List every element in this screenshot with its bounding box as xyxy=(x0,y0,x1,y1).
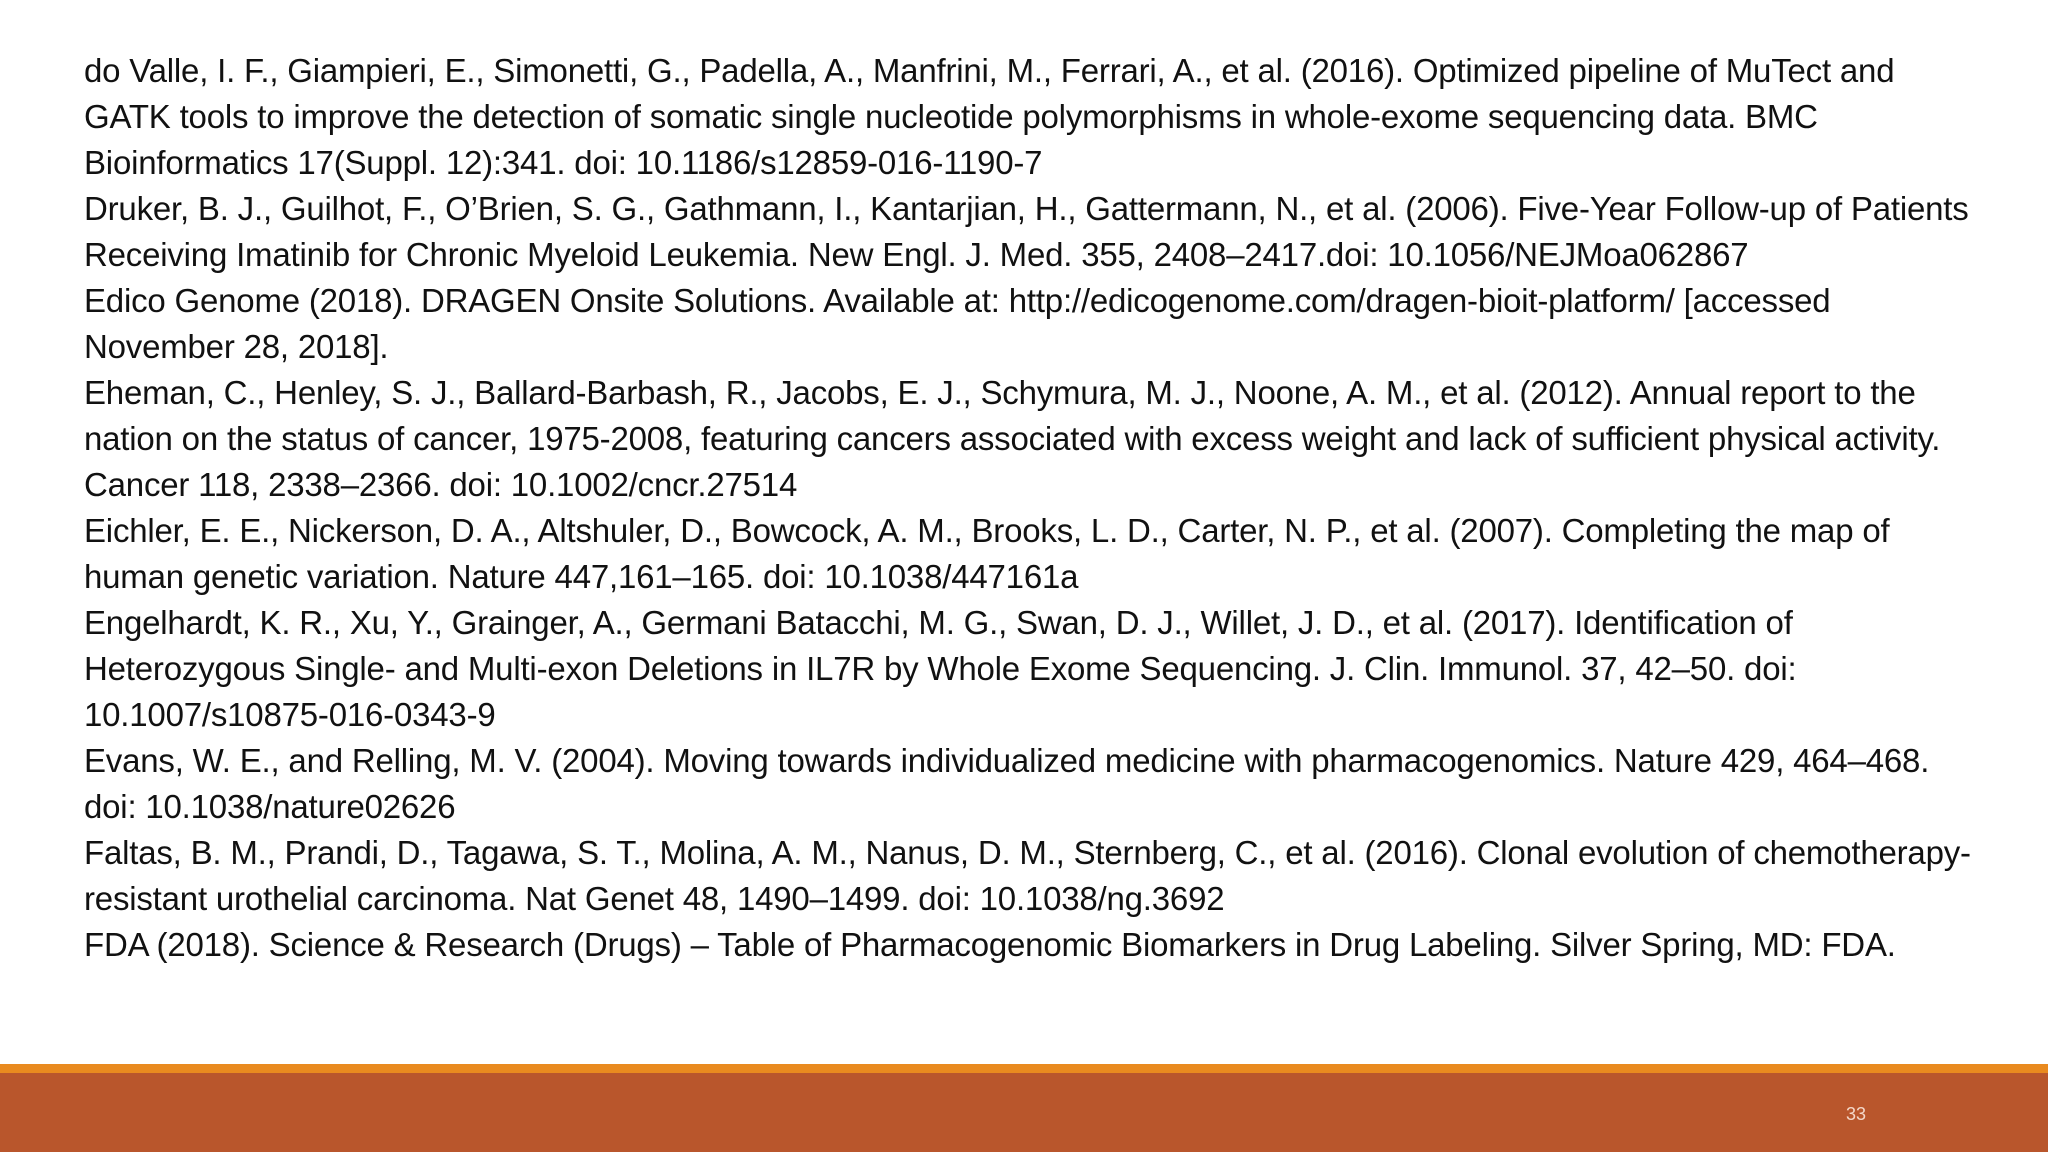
reference-entry: Engelhardt, K. R., Xu, Y., Grainger, A., Germani Batacchi, M. G., Swan, D. J., Willet, J. D., et al. (2017). Identification of Heterozygous Single- and Multi-exon Deletions in IL7R by Whole Exome Sequencing. J. Clin. Immunol. 37, 42–50. doi: 10.1007/s10875-016-0343-9 xyxy=(84,604,1797,733)
reference-entry: Eheman, C., Henley, S. J., Ballard-Barbash, R., Jacobs, E. J., Schymura, M. J., Noone, A. M., et al. (2012). Annual report to the nation on the status of cancer, 1975-2008, featuring cancers associated with excess weight and lack of sufficient physical activity. Cancer 118, 2338–2366. doi: 10.1002/cncr.27514 xyxy=(84,374,1941,503)
page-number: 33 xyxy=(1845,1104,1866,1124)
reference-entry: Edico Genome (2018). DRAGEN Onsite Solutions. Available at: http://edicogenome.com/dragen-bioit-platform/ [accessed November 28, 2018]. xyxy=(84,282,1831,365)
footer-band xyxy=(0,1073,2048,1152)
reference-entry: Druker, B. J., Guilhot, F., O’Brien, S. G., Gathmann, I., Kantarjian, H., Gattermann, N., et al. (2006). Five-Year Follow-up of Patients Receiving Imatinib for Chronic Myeloid Leukemia. New Engl. J. Med. 355, 2408–2417.doi: 10.1056/NEJMoa062867 xyxy=(84,190,1969,273)
reference-entry: FDA (2018). Science & Research (Drugs) – Table of Pharmacogenomic Biomarkers in Drug Labeling. Silver Spring, MD: FDA. xyxy=(84,926,1896,963)
reference-entry: Eichler, E. E., Nickerson, D. A., Altshuler, D., Bowcock, A. M., Brooks, L. D., Carter, N. P., et al. (2007). Completing the map of human genetic variation. Nature 447,161–165. doi: 10.1038/447161a xyxy=(84,512,1890,595)
reference-entry: Faltas, B. M., Prandi, D., Tagawa, S. T., Molina, A. M., Nanus, D. M., Sternberg, C., et al. (2016). Clonal evolution of chemotherapy-resistant urothelial carcinoma. Nat Genet 48, 1490–1499. doi: 10.1038/ng.3692 xyxy=(84,834,1971,917)
reference-entry: Evans, W. E., and Relling, M. V. (2004). Moving towards individualized medicine with pharmacogenomics. Nature 429, 464–468. doi: 10.1038/nature02626 xyxy=(84,742,1930,825)
reference-list xyxy=(84,48,1984,968)
footer-accent-line xyxy=(0,1064,2048,1073)
reference-entry: do Valle, I. F., Giampieri, E., Simonetti, G., Padella, A., Manfrini, M., Ferrari, A., et al. (2016). Optimized pipeline of MuTect and GATK tools to improve the detection of somatic single nucleotide polymorphisms in whole-exome sequencing data. BMC Bioinformatics 17(Suppl. 12):341. doi: 10.1186/s12859-016-1190-7 xyxy=(84,52,1895,181)
